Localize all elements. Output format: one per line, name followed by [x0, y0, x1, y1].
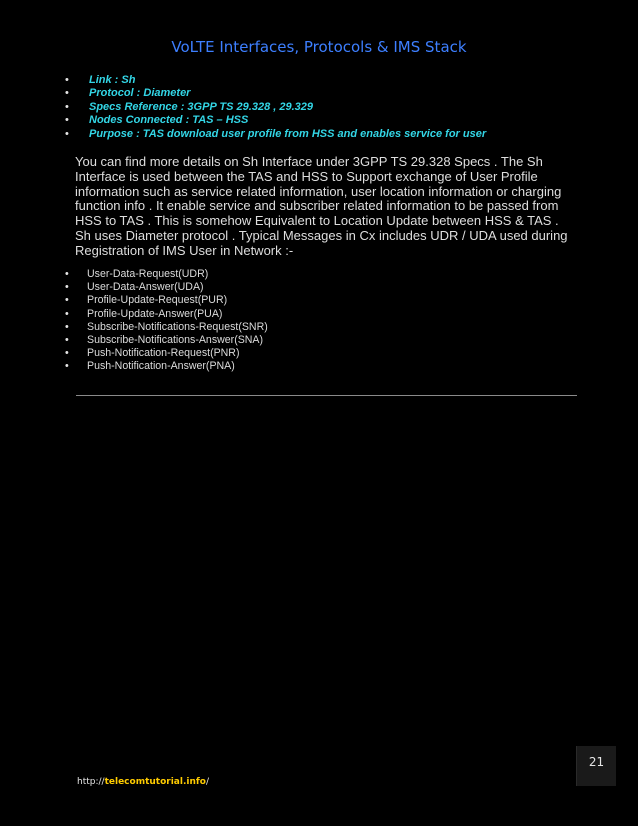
list-item: • Push-Notification-Answer(PNA)	[65, 360, 268, 373]
message-list	[65, 268, 268, 374]
list-item: • Nodes Connected : TAS – HSS	[65, 114, 486, 127]
footer-link[interactable]	[77, 777, 209, 787]
list-item: • Profile-Update-Request(PUR)	[65, 294, 268, 307]
list-item: • Specs Reference : 3GPP TS 29.328 , 29.329	[65, 101, 486, 114]
description-paragraph: You can find more details on Sh Interface under 3GPP TS 29.328 Specs . The Sh Interface is used between the TAS and HSS to Support exchange of User Profile information such as service related information, user location information or charging function info . It enable service and subscriber related information to be passed from HSS to TAS . This is somehow Equivalent to Location Update between HSS & TAS . Sh uses Diameter protocol . Typical Messages in Cx includes UDR / UDA used during Registration of IMS User in Network :-	[75, 154, 568, 258]
page-number-box	[576, 746, 616, 786]
page-title: VoLTE Interfaces, Protocols & IMS Stack	[171, 38, 467, 56]
list-item: • Protocol : Diameter	[65, 87, 486, 100]
section-divider	[76, 395, 577, 396]
list-item: • Subscribe-Notifications-Answer(SNA)	[65, 334, 268, 347]
list-item: • Push-Notification-Request(PNR)	[65, 347, 268, 360]
list-item: • Purpose : TAS download user profile from HSS and enables service for user	[65, 128, 486, 141]
list-item: • Link : Sh	[65, 74, 486, 87]
list-item: • User-Data-Answer(UDA)	[65, 281, 268, 294]
list-item: • User-Data-Request(UDR)	[65, 268, 268, 281]
list-item: • Subscribe-Notifications-Request(SNR)	[65, 321, 268, 334]
list-item: • Profile-Update-Answer(PUA)	[65, 308, 268, 321]
footer-link-prefix: http://	[77, 777, 105, 787]
footer-link-domain: telecomtutorial.info	[104, 777, 206, 787]
interface-details-list	[65, 74, 486, 141]
footer-link-suffix: /	[205, 777, 210, 787]
page-number: 21	[588, 755, 605, 769]
